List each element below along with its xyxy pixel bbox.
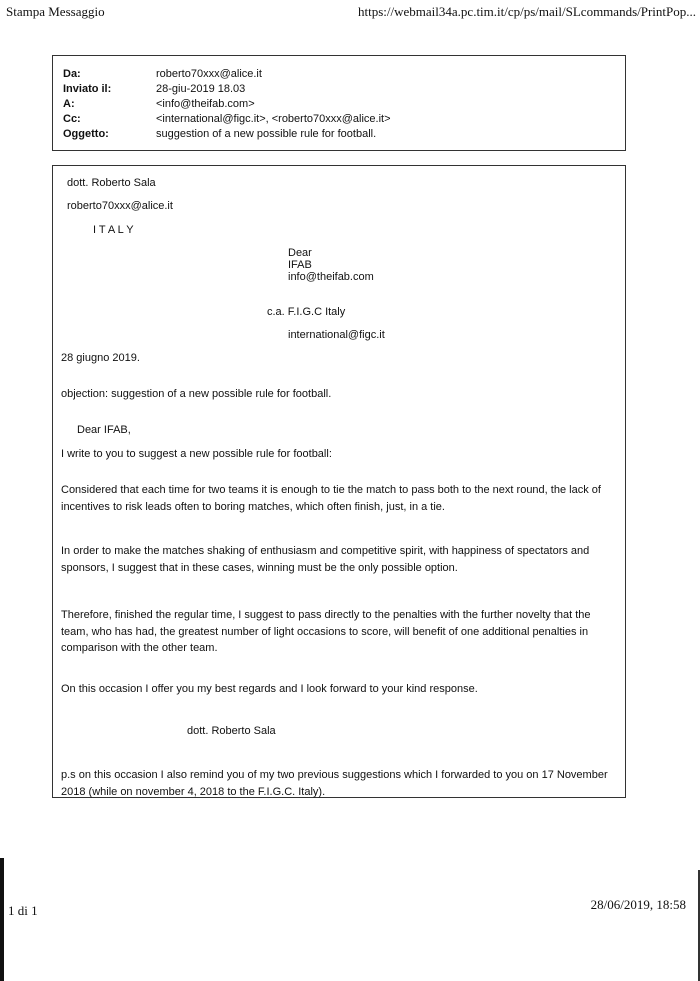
body-paragraph: Therefore, finished the regular time, I suggest to pass directly to the penalties with the further novelty that the team, who has had, the greatest number of light occasions to score, will benefit of one additional penalties in comparison with the other team. — [61, 609, 591, 654]
recipient-line: IFAB — [288, 259, 312, 271]
signature: dott. Roberto Sala — [187, 725, 276, 737]
ca-line: c.a. F.I.G.C Italy — [267, 306, 346, 318]
header-cc-label: Cc: — [63, 113, 81, 125]
scan-edge-left — [0, 858, 4, 981]
email-headers — [52, 55, 626, 151]
header-to-value: <info@theifab.com> — [156, 98, 255, 110]
sender-country: I T A L Y — [93, 224, 134, 236]
header-from-label: Da: — [63, 68, 81, 80]
body-paragraph: Considered that each time for two teams it is enough to tie the match to pass both to the next round, the lack of incentives to risk leads often to boring matches, which often finish, just, in a tie. — [61, 484, 601, 513]
message-body — [52, 165, 626, 798]
page-counter: 1 di 1 — [8, 903, 38, 918]
postscript: p.s on this occasion I also remind you of my two previous suggestions which I forwarded to you on 17 November 2018 (while on november 4, 2018 to the F.I.G.C. Italy). — [61, 769, 608, 798]
letter-date: 28 giugno 2019. — [61, 352, 140, 364]
header-cc-value: <international@figc.it>, <roberto70xxx@alice.it> — [156, 113, 391, 125]
ca-email: international@figc.it — [288, 329, 385, 341]
header-sent-value: 28-giu-2019 18.03 — [156, 83, 246, 95]
header-subject-label: Oggetto: — [63, 128, 109, 140]
body-paragraph: I write to you to suggest a new possible rule for football: — [61, 448, 332, 460]
print-title: Stampa Messaggio — [6, 4, 105, 19]
header-sent-label: Inviato il: — [63, 83, 112, 95]
print-datetime: 28/06/2019, 18:58 — [590, 897, 686, 912]
body-paragraph: In order to make the matches shaking of enthusiasm and competitive spirit, with happiness of spectators and sponsors, I suggest that in these cases, winning must be the only possible option. — [61, 545, 590, 574]
sender-email: roberto70xxx@alice.it — [67, 200, 173, 212]
header-to-label: A: — [63, 98, 75, 110]
header-subject-value: suggestion of a new possible rule for football. — [156, 128, 377, 140]
objection-line: objection: suggestion of a new possible rule for football. — [61, 388, 332, 400]
recipient-email: info@theifab.com — [288, 271, 374, 283]
salutation: Dear IFAB, — [77, 424, 131, 436]
recipient-line: Dear — [288, 247, 312, 259]
print-url: https://webmail34a.pc.tim.it/cp/ps/mail/SLcommands/PrintPop... — [358, 4, 696, 19]
sender-name: dott. Roberto Sala — [67, 177, 156, 189]
body-paragraph: On this occasion I offer you my best regards and I look forward to your kind response. — [61, 683, 478, 695]
header-from-value: roberto70xxx@alice.it — [156, 68, 262, 80]
